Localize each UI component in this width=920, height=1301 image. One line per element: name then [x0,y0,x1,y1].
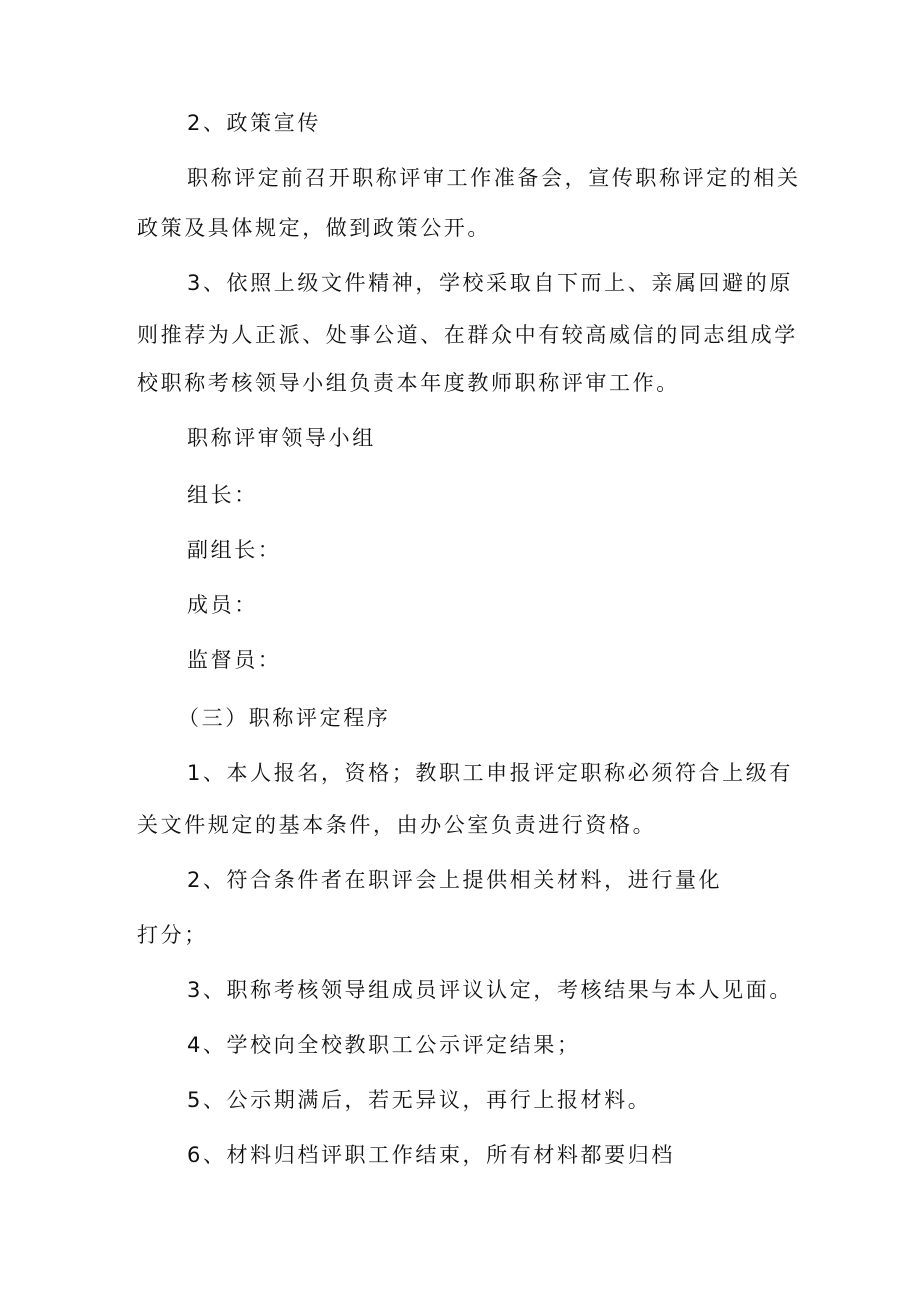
paragraph-line: 政策及具体规定，做到政策公开。 [137,216,491,240]
paragraph-line: 则推荐为人正派、处事公道、在群众中有较高威信的同志组成学 [137,323,798,347]
group-leader-label: 组长： [187,483,258,507]
paragraph-line: 5、公示期满后，若无异议，再行上报材料。 [187,1088,652,1112]
paragraph-line: 3、职称考核领导组成员评议认定，考核结果与本人见面。 [187,978,793,1002]
paragraph-line: 职称评定前召开职称评审工作准备会，宣传职称评定的相关 [187,166,801,190]
paragraph-line: 校职称考核领导小组负责本年度教师职称评审工作。 [137,371,680,395]
paragraph-line: 4、学校向全校教职工公示评定结果； [187,1033,581,1057]
section-heading-procedure: （三）职称评定程序 [178,706,391,730]
paragraph-line: 3、依照上级文件精神，学校采取自下而上、亲属回避的原 [187,271,793,295]
paragraph-line: 2、符合条件者在职评会上提供相关材料，进行量化 [187,868,723,892]
deputy-leader-label: 副组长： [187,538,282,562]
section-heading-policy: 2、政策宣传 [187,111,321,135]
supervisor-label: 监督员： [187,648,282,672]
paragraph-line: 1、本人报名，资格；教职工申报评定职称必须符合上级有 [187,761,793,785]
paragraph-line: 关文件规定的基本条件，由办公室负责进行资格。 [137,813,657,837]
group-title: 职称评审领导小组 [187,426,376,450]
paragraph-line: 打分； [137,923,208,947]
members-label: 成员： [187,593,258,617]
paragraph-line: 6、材料归档评职工作结束，所有材料都要归档 [187,1143,675,1167]
